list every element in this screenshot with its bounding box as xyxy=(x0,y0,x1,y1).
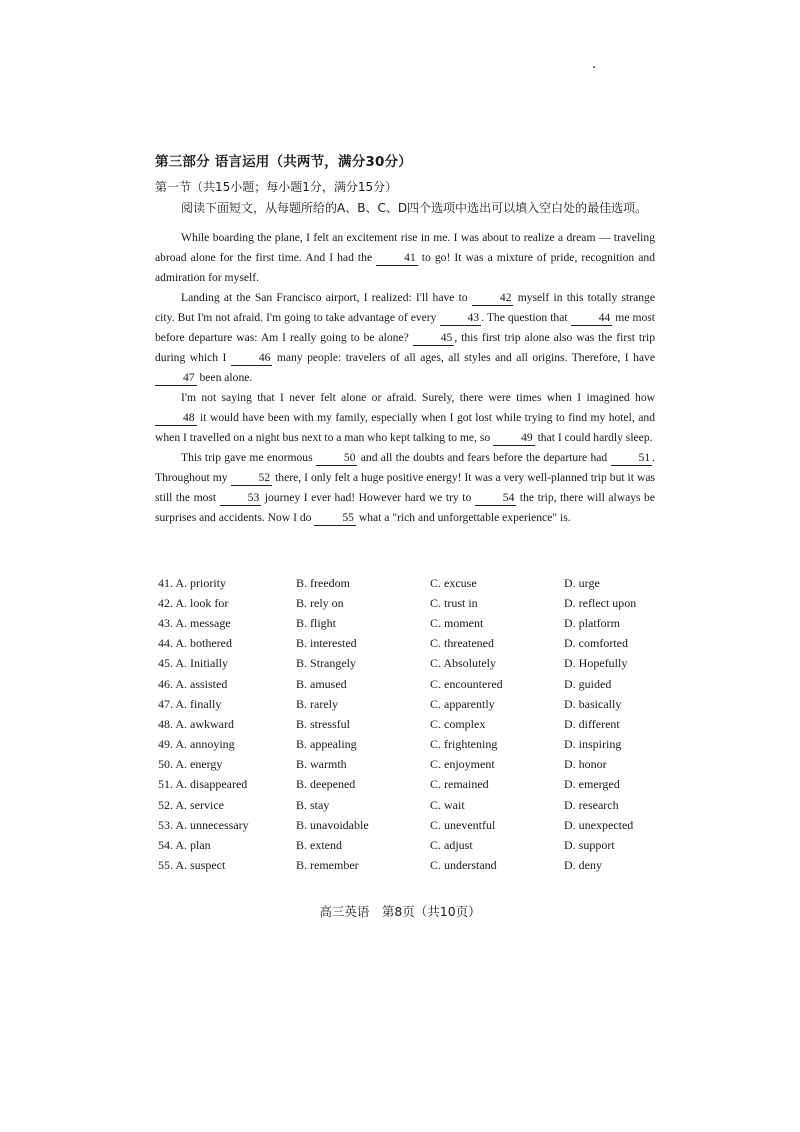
blank-48: 48 xyxy=(155,410,197,426)
blank-42: 42 xyxy=(472,290,514,306)
option-row xyxy=(158,613,658,633)
option-a: 41. A. priority xyxy=(158,575,226,590)
option-d: D. different xyxy=(564,716,620,731)
blank-52: 52 xyxy=(231,470,273,486)
option-row xyxy=(158,634,658,654)
paragraph-1 xyxy=(155,228,655,288)
blank-50: 50 xyxy=(316,450,358,466)
paragraph-2 xyxy=(155,288,655,388)
option-row xyxy=(158,755,658,775)
option-d: D. inspiring xyxy=(564,737,622,752)
exam-section xyxy=(155,150,655,528)
instruction: 阅读下面短文，从每题所给的A、B、C、D四个选项中选出可以填入空白处的最佳选项。 xyxy=(181,201,648,215)
option-a: 50. A. energy xyxy=(158,757,223,772)
option-b: B. remember xyxy=(296,858,359,873)
option-d: D. support xyxy=(564,838,615,853)
option-a: 44. A. bothered xyxy=(158,636,232,651)
option-a: 46. A. assisted xyxy=(158,676,228,691)
option-d: D. urge xyxy=(564,575,600,590)
blank-44: 44 xyxy=(571,310,613,326)
blank-43: 43 xyxy=(440,310,482,326)
option-b: B. stay xyxy=(296,797,330,812)
option-c: C. threatened xyxy=(430,636,494,651)
option-c: C. uneventful xyxy=(430,817,496,832)
option-c: C. moment xyxy=(430,615,484,630)
option-c: C. encountered xyxy=(430,676,503,691)
paragraph-4 xyxy=(155,448,655,528)
option-a: 54. A. plan xyxy=(158,838,211,853)
text-run: . The question that xyxy=(481,311,571,324)
page-footer: 高三英语 第8页（共10页） xyxy=(319,904,481,919)
option-row xyxy=(158,856,658,876)
option-c: C. adjust xyxy=(430,838,473,853)
option-row xyxy=(158,735,658,755)
text-run: , this first trip alone also was the first trip during which I xyxy=(155,331,655,364)
blank-53: 53 xyxy=(220,490,262,506)
option-a: 49. A. annoying xyxy=(158,737,235,752)
option-row xyxy=(158,795,658,815)
option-b: B. Strangely xyxy=(296,656,356,671)
option-c: C. frightening xyxy=(430,737,498,752)
text-run: . Throughout my xyxy=(155,451,656,484)
option-d: D. comforted xyxy=(564,636,628,651)
text-run: Landing at the San Francisco airport, I realized: I'll have to xyxy=(181,291,472,304)
option-a: 45. A. Initially xyxy=(158,656,228,671)
section-title: 第一节（共15小题；每小题1分，满分15分） xyxy=(155,180,398,194)
option-b: B. extend xyxy=(296,838,342,853)
option-d: D. deny xyxy=(564,858,602,873)
option-a: 48. A. awkward xyxy=(158,716,234,731)
option-c: C. remained xyxy=(430,777,489,792)
option-b: B. freedom xyxy=(296,575,350,590)
blank-55: 55 xyxy=(314,510,356,526)
option-row xyxy=(158,835,658,855)
blank-54: 54 xyxy=(475,490,517,506)
option-d: D. research xyxy=(564,797,619,812)
blank-45: 45 xyxy=(413,330,455,346)
text-run: myself in this totally strange city. But I'm not afraid. I'm going to take advantage of every xyxy=(155,291,655,324)
text-run: me most before departure was: Am I really going to be alone? xyxy=(155,311,655,344)
cloze-passage xyxy=(155,228,655,528)
text-run: This trip gave me enormous xyxy=(181,451,316,464)
option-b: B. deepened xyxy=(296,777,356,792)
option-c: C. wait xyxy=(430,797,465,812)
option-a: 43. A. message xyxy=(158,615,231,630)
option-d: D. unexpected xyxy=(564,817,634,832)
text-run: journey I ever had! However hard we try to xyxy=(261,491,475,504)
blank-47: 47 xyxy=(155,370,197,386)
option-b: B. amused xyxy=(296,676,347,691)
option-c: C. complex xyxy=(430,716,486,731)
option-b: B. rarely xyxy=(296,696,338,711)
option-row xyxy=(158,694,658,714)
option-b: B. flight xyxy=(296,615,337,630)
text-run: what a "rich and unforgettable experience" is. xyxy=(355,511,571,524)
option-d: D. guided xyxy=(564,676,612,691)
option-row xyxy=(158,593,658,613)
blank-46: 46 xyxy=(231,350,273,366)
option-row xyxy=(158,815,658,835)
option-b: B. appealing xyxy=(296,737,357,752)
text-run: there, I only felt a huge positive energy! It was a very well-planned trip but it was still the most xyxy=(155,471,656,504)
option-d: D. basically xyxy=(564,696,622,711)
option-row xyxy=(158,674,658,694)
text-run: that I could hardly sleep. xyxy=(534,431,653,444)
option-d: D. Hopefully xyxy=(564,656,628,671)
option-d: D. reflect upon xyxy=(564,595,637,610)
scan-speck xyxy=(593,66,595,68)
option-c: C. understand xyxy=(430,858,497,873)
option-a: 52. A. service xyxy=(158,797,224,812)
text-run: I'm not saying that I never felt alone or afraid. Surely, there were times when I imagined how xyxy=(181,391,655,404)
option-a: 53. A. unnecessary xyxy=(158,817,249,832)
option-c: C. enjoyment xyxy=(430,757,495,772)
text-run: been alone. xyxy=(196,371,253,384)
option-row xyxy=(158,714,658,734)
option-row xyxy=(158,573,658,593)
option-b: B. stressful xyxy=(296,716,350,731)
option-b: B. rely on xyxy=(296,595,344,610)
option-b: B. interested xyxy=(296,636,357,651)
option-a: 55. A. suspect xyxy=(158,858,226,873)
option-c: C. excuse xyxy=(430,575,477,590)
text-run: it would have been with my family, especially when I got lost while trying to find my hotel, and when I travelled on a night bus next to a man who kept talking to me, so xyxy=(155,411,655,444)
option-row xyxy=(158,775,658,795)
text-run: many people: travelers of all ages, all styles and all origins. Therefore, I have xyxy=(272,351,655,364)
text-run: and all the doubts and fears before the departure had xyxy=(357,451,611,464)
option-c: C. trust in xyxy=(430,595,478,610)
blank-49: 49 xyxy=(493,430,535,446)
option-d: D. emerged xyxy=(564,777,620,792)
option-d: D. honor xyxy=(564,757,607,772)
text-run: to go! It was a mixture of pride, recognition and admiration for myself. xyxy=(155,251,655,284)
option-row xyxy=(158,654,658,674)
option-a: 47. A. finally xyxy=(158,696,222,711)
paragraph-3 xyxy=(155,388,655,448)
text-run: While boarding the plane, I felt an excitement rise in me. I was about to realize a dream — traveling abroad alone for the first time. And I had the xyxy=(155,231,655,264)
option-a: 51. A. disappeared xyxy=(158,777,248,792)
part-title: 第三部分 语言运用（共两节，满分30分） xyxy=(155,154,412,170)
answer-options xyxy=(158,573,658,876)
blank-51: 51 xyxy=(611,450,653,466)
option-d: D. platform xyxy=(564,615,620,630)
option-c: C. Absolutely xyxy=(430,656,497,671)
blank-41: 41 xyxy=(376,250,418,266)
option-a: 42. A. look for xyxy=(158,595,229,610)
option-b: B. unavoidable xyxy=(296,817,369,832)
option-c: C. apparently xyxy=(430,696,495,711)
text-run: the trip, there will always be surprises and accidents. Now I do xyxy=(155,491,655,524)
option-b: B. warmth xyxy=(296,757,347,772)
